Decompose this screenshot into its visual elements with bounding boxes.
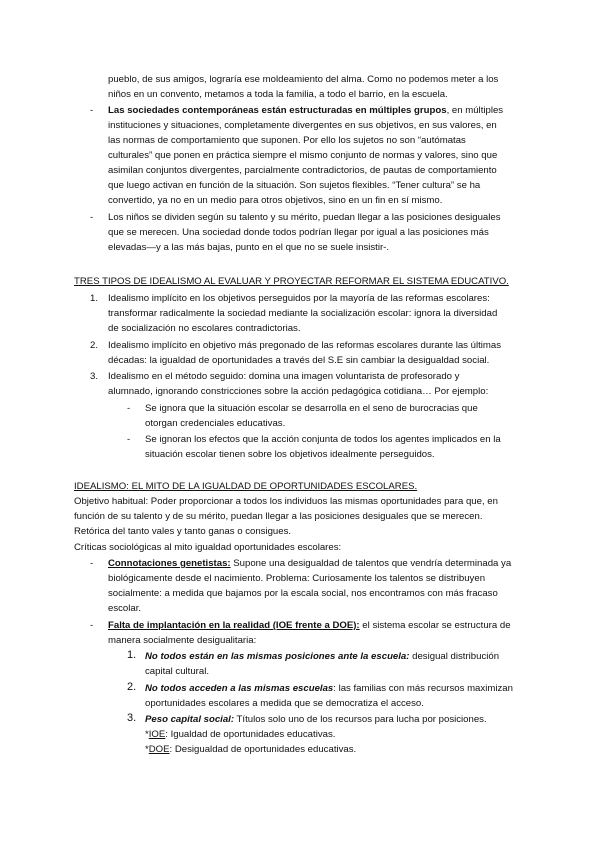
bullet-dash: - <box>90 558 94 569</box>
paragraph-line: culturales” que ponen en práctica siempre el mismo conjunto de normas y valores, sino que <box>108 150 498 161</box>
point-label: No todos están en las mismas posiciones ante la escuela: <box>145 651 410 662</box>
paragraph-line: manera socialmente desigualitaria: <box>108 635 257 646</box>
paragraph-line: oportunidades escolares a medida que se democratiza el acceso. <box>145 698 424 709</box>
footnote <box>145 742 356 757</box>
paragraph-line: elevadas—y a las más bajas, punto en el que no se suele insistir-. <box>108 242 390 253</box>
paragraph-line: que luego activan en función de la situación. Son sujetos flexibles. “Tener cultura” se ha <box>108 180 481 191</box>
paragraph-line: Críticas sociológicas al mito igualdad oportunidades escolares: <box>74 542 342 553</box>
paragraph-line: instituciones y situaciones, completamente divergentes en sus objetivos, en sus valores, en <box>108 120 497 131</box>
list-item-line: Idealismo implícito en objetivo más pregonado de las reformas escolares durante las últimas <box>108 340 502 351</box>
bullet-dash: - <box>127 434 131 445</box>
subitem-line: Se ignora que la situación escolar se desarrolla en el seno de burocracias que <box>145 403 478 414</box>
list-number: 3. <box>127 712 137 724</box>
list-number: 1. <box>90 293 99 304</box>
subitem-line: situación escolar tienen sobre los objetivos idealmente perseguidos. <box>145 449 435 460</box>
section-heading: IDEALISMO: EL MITO DE LA IGUALDAD DE OPORTUNIDADES ESCOLARES. <box>74 481 418 492</box>
abbreviation: IOE <box>148 729 166 740</box>
list-number: 2. <box>90 340 99 351</box>
paragraph-line: que se merecen. Una sociedad donde todos podrían llegar por igual a las posiciones más <box>108 227 489 238</box>
point-first-line <box>145 649 499 664</box>
bullet-dash: - <box>90 620 94 631</box>
list-item-line: de socialización no escolares contradictorias. <box>108 323 301 334</box>
text-span: el sistema escolar se estructura de <box>359 620 511 631</box>
bold-phrase: Las sociedades contemporáneas están estructuradas en múltiples grupos <box>108 105 447 116</box>
intro-line: pueblo, de sus amigos, lograría ese moldeamiento del alma. Como no podemos meter a los <box>108 74 499 85</box>
subitem-line: Se ignoran los efectos que la acción conjunta de todos los agentes implicados en la <box>145 434 501 445</box>
point-label: Peso capital social: <box>145 714 235 725</box>
paragraph-line: Retórica del tanto vales y tanto ganas o consigues. <box>74 526 292 537</box>
list-number: 1. <box>127 649 137 661</box>
bullet-dash: - <box>90 212 94 223</box>
text-span: : las familias con más recursos maximizan <box>333 683 513 694</box>
paragraph-line: convertido, ya no en un medio para otros objetivos, sino en un fin en sí mismo. <box>108 195 443 206</box>
critique-label: Connotaciones genetistas: <box>108 558 231 569</box>
paragraph-line: asimilan conjuntos divergentes, parcialmente contradictorios, de pautas de comportamiento <box>108 165 497 176</box>
list-item-line: transformar radicalmente la sociedad mediante la socialización escolar: ignora la diversidad <box>108 308 498 319</box>
text-span: : Desigualdad de oportunidades educativas. <box>169 744 357 755</box>
list-item-line: alumnado, ignorando constricciones sobre la acción pedagógica cotidiana… Por ejemplo: <box>108 386 489 397</box>
list-number: 3. <box>90 371 99 382</box>
text-span: , en múltiples <box>446 105 504 116</box>
point-label: No todos acceden a las mismas escuelas <box>145 683 334 694</box>
abbreviation: DOE <box>148 744 170 755</box>
paragraph-line: Los niños se dividen según su talento y su mérito, puedan llegar a las posiciones desiguales <box>108 212 501 223</box>
critique-label: Falta de implantación en la realidad (IOE frente a DOE): <box>108 620 360 631</box>
paragraph-line: escolar. <box>108 603 142 614</box>
footnote <box>145 727 335 742</box>
list-item-line: Idealismo en el método seguido: domina una imagen voluntarista de profesorado y <box>108 371 460 382</box>
intro-line: niños en un convento, metamos a toda la familia, a todo el barrio, en la escuela. <box>108 89 448 100</box>
bullet-first-line <box>108 103 503 118</box>
critique-first-line <box>108 556 511 571</box>
point-first-line <box>145 712 487 727</box>
paragraph-line: Objetivo habitual: Poder proporcionar a todos los individuos las mismas oportunidades para que, en <box>74 496 498 507</box>
critique-first-line <box>108 618 511 633</box>
paragraph-line: capital cultural. <box>145 666 209 677</box>
text-span: Supone una desigualdad de talentos que vendría determinada ya <box>230 558 512 569</box>
text-span: desigual distribución <box>409 651 500 662</box>
text-span: : Igualdad de oportunidades educativas. <box>165 729 336 740</box>
list-item-line: décadas: la igualdad de oportunidades a través del S.E sin cambiar la desigualdad social. <box>108 355 490 366</box>
bullet-dash: - <box>90 105 94 116</box>
section-heading: TRES TIPOS DE IDEALISMO AL EVALUAR Y PROYECTAR REFORMAR EL SISTEMA EDUCATIVO. <box>74 276 509 287</box>
paragraph-line: biológicamente desde el nacimiento. Problema: Curiosamente los talentos se distribuyen <box>108 573 486 584</box>
paragraph-line: las normas de comportamiento que suponen. Por ello los sujetos no son “autómatas <box>108 135 466 146</box>
list-number: 2. <box>127 681 137 693</box>
text-span: * <box>145 744 149 755</box>
subitem-line: otorgan credenciales educativas. <box>145 418 286 429</box>
list-item-line: Idealismo implícito en los objetivos perseguidos por la mayoría de las reformas escolares: <box>108 293 490 304</box>
point-first-line <box>145 681 513 696</box>
paragraph-line: función de su talento y de su mérito, puedan llegar a las posiciones desiguales que se merecen. <box>74 511 483 522</box>
bullet-dash: - <box>127 403 131 414</box>
text-span: * <box>145 729 149 740</box>
text-span: Títulos solo uno de los recursos para lucha por posiciones. <box>234 714 487 725</box>
paragraph-line: socialmente: a medida que bajamos por la escala social, nos encontramos con más fracaso <box>108 588 498 599</box>
